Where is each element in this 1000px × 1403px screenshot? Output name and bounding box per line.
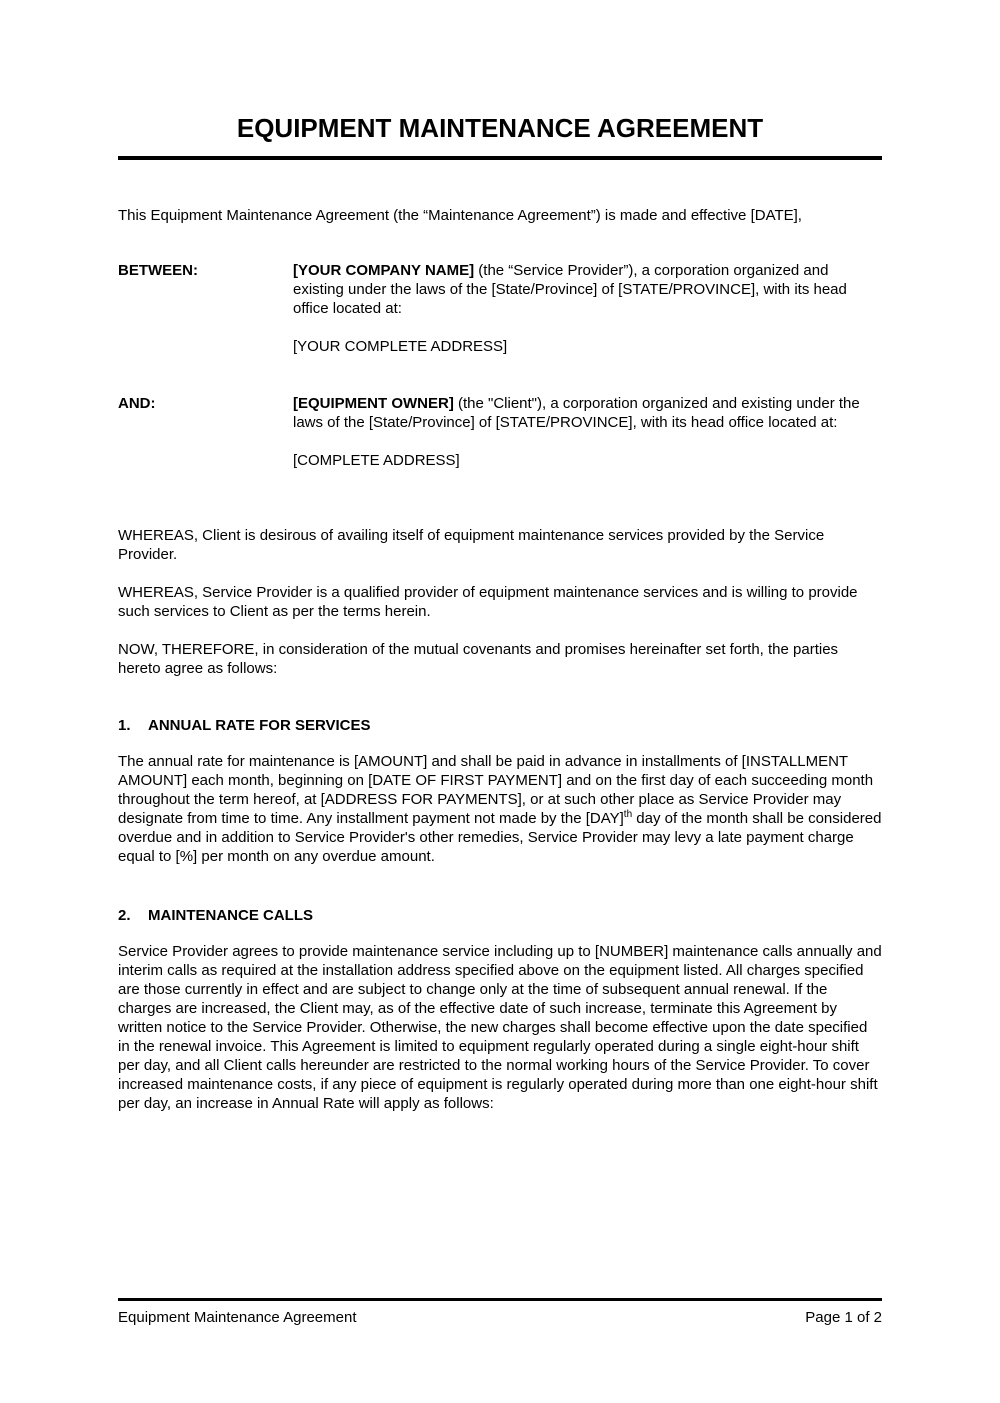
superscript-th: th: [623, 809, 633, 820]
footer-document-title: Equipment Maintenance Agreement: [118, 1309, 357, 1326]
section-1-paragraph: [118, 752, 882, 866]
section-2-title: MAINTENANCE CALLS: [148, 907, 313, 924]
recital-whereas-provider: WHEREAS, Service Provider is a qualified provider of equipment maintenance services and is willing to provide such services to Client as per the terms herein.: [118, 584, 858, 620]
party-block-between: [118, 261, 882, 356]
page-footer: [118, 1298, 882, 1327]
intro-paragraph: This Equipment Maintenance Agreement (the “Maintenance Agreement”) is made and effective [DATE],: [118, 207, 802, 224]
party-description-between: [293, 261, 882, 318]
party-description-and: [293, 394, 882, 432]
party-label-and: AND:: [118, 395, 156, 412]
section-1-title: ANNUAL RATE FOR SERVICES: [148, 717, 371, 734]
section-1-text-a: The annual rate for maintenance is [AMOUNT] and shall be paid in advance in installments of [INSTALLMENT AMOUNT] each month, beginning on [DATE OF FIRST PAYMENT] and on the first day of each succeeding month throughout the term hereof, at [ADDRESS FOR PAYMENTS], or at such other place as Service Provider may designate from time to time. Any installment payment not made by the [DAY]: [118, 753, 874, 827]
footer-rule: [118, 1298, 882, 1301]
party-address-and: [COMPLETE ADDRESS]: [293, 452, 460, 469]
party-block-and: [118, 394, 882, 470]
party-text-between: (the “Service Provider”), a corporation organized and existing under the laws of the [State/Province] of [STATE/PROVINCE], with its head office located at:: [293, 262, 847, 317]
section-1-number: 1.: [118, 717, 131, 734]
party-body-between: [293, 261, 882, 356]
section-2-heading: [118, 906, 882, 925]
party-name-between: [YOUR COMPANY NAME]: [293, 262, 475, 279]
party-body-and: [293, 394, 882, 470]
section-1-heading: [118, 716, 882, 735]
section-2-paragraph: Service Provider agrees to provide maintenance service including up to [NUMBER] maintenance calls annually and interim calls as required at the installation address specified above on the equipment listed. All charges specified are those currently in effect and are subject to change only at the time of subsequent annual renewal. If the charges are increased, the Client may, as of the effective date of such increase, terminate this Agreement by written notice to the Service Provider. Otherwise, the new charges shall become effective upon the date specified in the renewal invoice. This Agreement is limited to equipment regularly operated during a single eight-hour shift per day, and all Client calls hereunder are restricted to the normal working hours of the Service Provider. To cover increased maintenance costs, if any piece of equipment is regularly operated during more than one eight-hour shift per day, an increase in Annual Rate will apply as follows:: [118, 943, 882, 1112]
recital-now-therefore: NOW, THEREFORE, in consideration of the mutual covenants and promises hereinafter set forth, the parties hereto agree as follows:: [118, 641, 839, 677]
party-label-between: BETWEEN:: [118, 262, 198, 279]
title-rule: [118, 156, 882, 160]
footer-page-number: Page 1 of 2: [805, 1309, 882, 1326]
document-page: [0, 113, 1000, 1403]
party-name-and: [EQUIPMENT OWNER]: [293, 395, 454, 412]
page-title: EQUIPMENT MAINTENANCE AGREEMENT: [236, 113, 764, 143]
section-2-number: 2.: [118, 907, 131, 924]
footer-row: [118, 1308, 882, 1327]
recital-whereas-client: WHEREAS, Client is desirous of availing itself of equipment maintenance services provided by the Service Provider.: [118, 527, 825, 563]
party-address-between: [YOUR COMPLETE ADDRESS]: [293, 338, 508, 355]
section-1-text-b: day of the month shall be considered overdue and in addition to Service Provider's other remedies, Service Provider may levy a late payment charge equal to [%] per month on any overdue amount.: [118, 810, 882, 865]
party-text-and: (the "Client"), a corporation organized and existing under the laws of the [State/Province] of [STATE/PROVINCE], with its head office located at:: [293, 395, 860, 431]
